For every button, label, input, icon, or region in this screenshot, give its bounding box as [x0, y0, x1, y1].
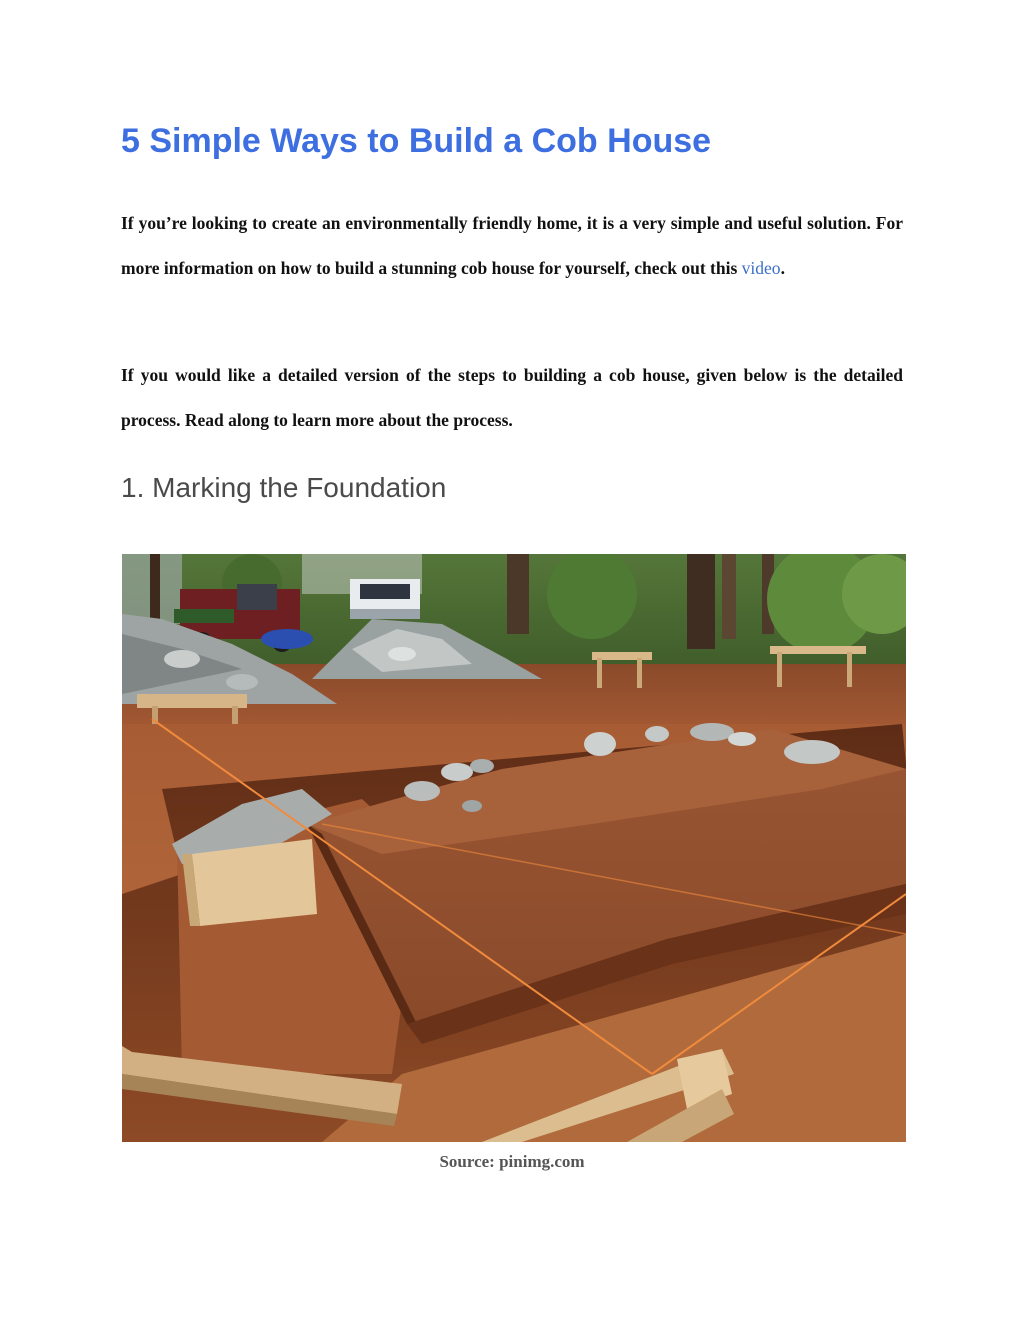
section-heading-marking-foundation: 1. Marking the Foundation — [121, 472, 447, 503]
foundation-photo — [122, 554, 906, 1142]
intro-text-end: . — [780, 258, 785, 278]
intro-text: If you’re looking to create an environmentally friendly home, it is a very simple and useful solution. For more information on how to build a stunning cob house for yourself, check out this — [121, 213, 903, 278]
image-caption: Source: pinimg.com — [439, 1152, 585, 1171]
page-title: 5 Simple Ways to Build a Cob House — [121, 122, 712, 160]
intro-paragraph — [121, 201, 903, 291]
video-link[interactable]: video — [741, 258, 781, 278]
detail-paragraph: If you would like a detailed version of the steps to building a cob house, given below is the detailed process. Read along to learn more about the process. — [121, 365, 903, 430]
